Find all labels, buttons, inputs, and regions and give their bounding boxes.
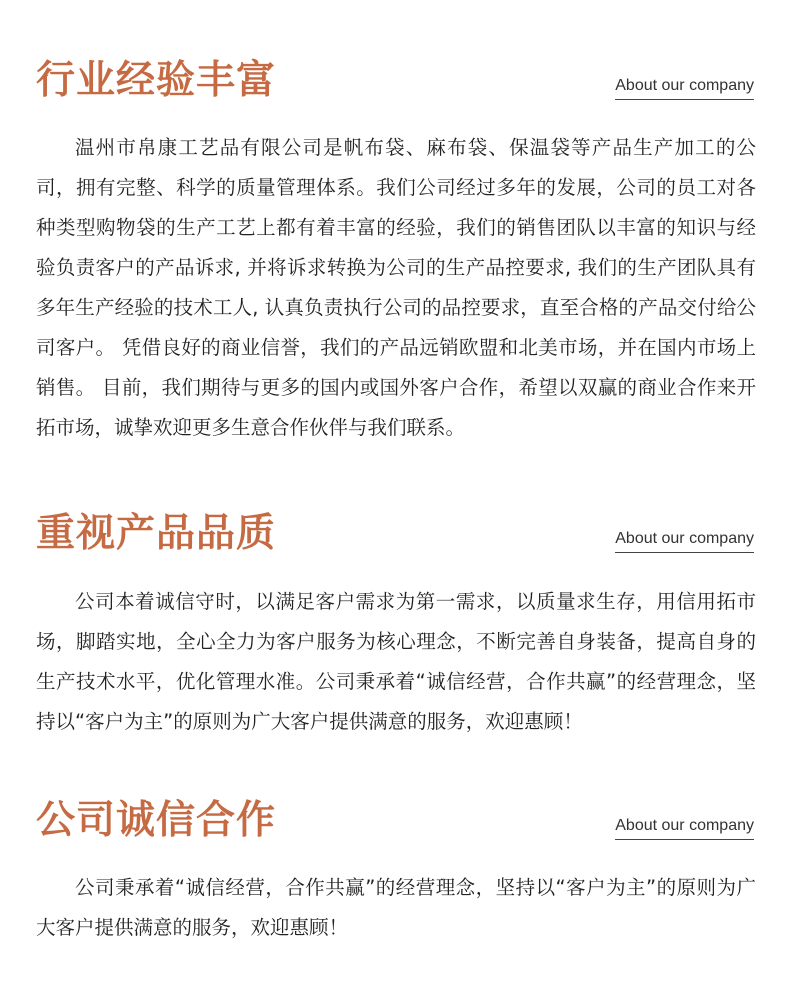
section-subtitle: About our company	[615, 815, 754, 840]
section-integrity-cooperation	[0, 796, 790, 939]
section-industry-experience	[0, 56, 790, 439]
section-header	[0, 509, 790, 569]
section-subtitle: About our company	[615, 75, 754, 100]
section-product-quality	[0, 509, 790, 733]
section-title: 重视产品品质	[36, 511, 277, 556]
section-title: 公司诚信合作	[36, 798, 277, 843]
section-body-text: 公司秉承着“诚信经营，合作共赢”的经营理念，坚持以“客户为主”的原则为广大客户提供满意的服务，欢迎惠顾！	[36, 876, 756, 939]
section-body-text: 温州市帛康工艺品有限公司是帆布袋、麻布袋、保温袋等产品生产加工的公司，拥有完整、科学的质量管理体系。我们公司经过多年的发展，公司的员工对各种类型购物袋的生产工艺上都有着丰富的经验，我们的销售团队以丰富的知识与经验负责客户的产品诉求, 并将诉求转换为公司的生产品控要求, 我们的生产团队具有多年生产经验的技术工人, 认真负责执行公司的品控要求，直至合格的产品交付给公司客户。 凭借良好的商业信誉，我们的产品远销欧盟和北美市场，并在国内市场上销售。 目前，我们期待与更多的国内或国外客户合作，希望以双赢的商业合作来开拓市场，诚挚欢迎更多生意合作伙伴与我们联系。	[36, 136, 756, 439]
section-header	[0, 56, 790, 116]
section-body-text: 公司本着诚信守时，以满足客户需求为第一需求，以质量求生存，用信用拓市场，脚踏实地，全心全力为客户服务为核心理念，不断完善自身装备，提高自身的生产技术水平，优化管理水准。公司秉承着“诚信经营，合作共赢”的经营理念，坚持以“客户为主”的原则为广大客户提供满意的服务，欢迎惠顾！	[36, 590, 756, 733]
section-subtitle: About our company	[615, 528, 754, 553]
section-header	[0, 796, 790, 856]
section-title: 行业经验丰富	[36, 58, 277, 103]
